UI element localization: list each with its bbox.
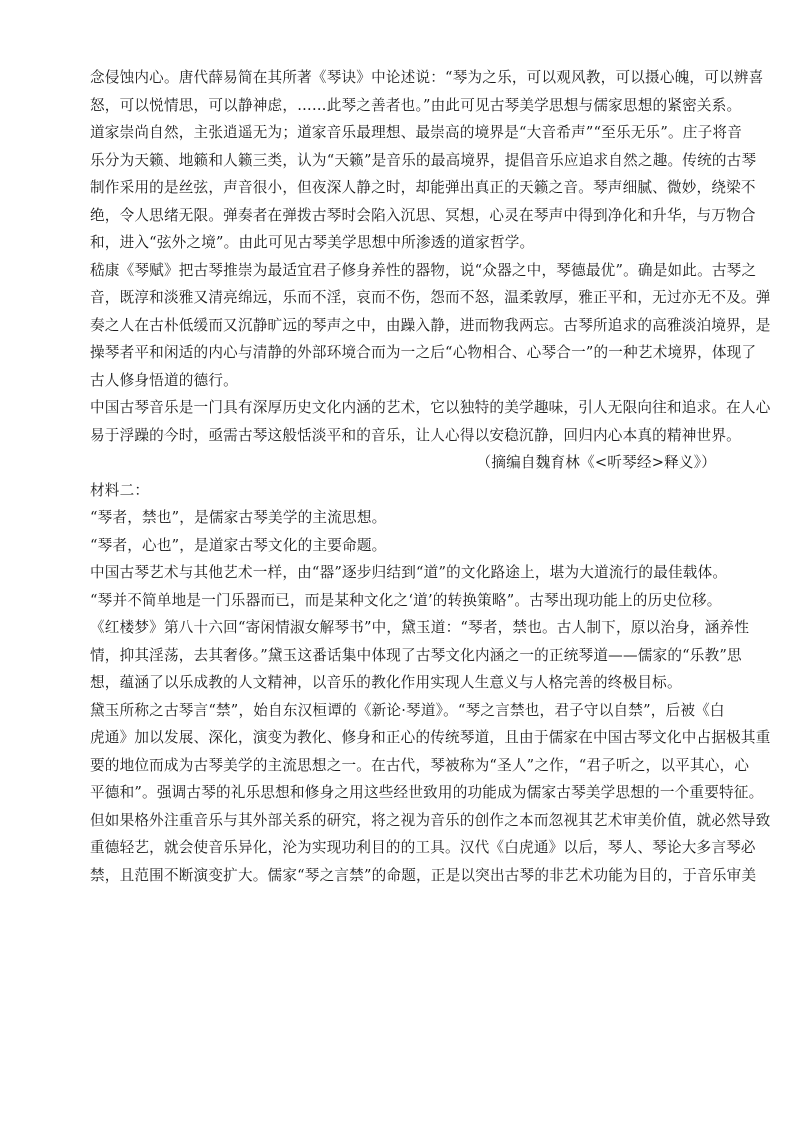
text-line: 重德轻艺，就会使音乐异化，沦为实现功利目的的工具。汉代《白虎通》以后，琴人、琴论大多言琴必 (90, 839, 756, 856)
text-line: 想，蕴涵了以乐成教的人文精神，以音乐的教化作用实现人生意义与人格完善的终极目标。 (90, 674, 682, 691)
text-line: 操琴者平和闲适的内心与清静的外部环境合而为一之后“心物相合、心琴合一”的一种艺术境界，体现了 (90, 344, 757, 361)
text-line: 易于浮躁的今时，亟需古琴这般恬淡平和的音乐，让人心得以安稳沉静，回归内心本真的精神世界。 (90, 426, 741, 444)
text-line: 音，既淳和淡雅又清亮绵远，乐而不淫，哀而不伤，怨而不怒，温柔敦厚，雅正平和，无过亦无不及。弹 (90, 289, 771, 306)
text-line: 要的地位而成为古琴美学的主流思想之一。在古代，琴被称为“圣人”之作，“君子听之，以平其心，心 (90, 756, 750, 774)
text-line: 平德和”。强调古琴的礼乐思想和修身之用这些经世致用的功能成为儒家古琴美学思想的一个重要特征。 (90, 784, 764, 801)
document-body (90, 64, 771, 889)
text-line: 禁，且范围不断演变扩大。儒家“琴之言禁”的命题，正是以突出古琴的非艺术功能为目的，于音乐审美 (90, 866, 757, 884)
text-line: 中国古琴艺术与其他艺术一样，由“器”逐步归结到“道”的文化路途上，堪为大道流行的最佳载体。 (90, 564, 728, 581)
text-line: “琴者，心也”，是道家古琴文化的主要命题。 (90, 536, 387, 554)
text-line: 黛玉所称之古琴言“禁”，始自东汉桓谭的《新论·琴道》。“琴之言禁也，君子守以自禁”，后被《白 (90, 701, 725, 719)
text-line: 但如果格外注重音乐与其外部关系的研究，将之视为音乐的创作之本而忽视其艺术审美价值，就必然导致 (90, 811, 771, 829)
text-line: “琴者，禁也”，是儒家古琴美学的主流思想。 (90, 509, 387, 526)
text-line: 材料二： (90, 481, 150, 499)
text-line: 情，抑其淫荡，去其奢侈。”黛玉这番话集中体现了古琴文化内涵之一的正统琴道——儒家的“乐教”思 (90, 646, 742, 664)
text-line: “琴并不简单地是一门乐器而已，而是某种文化之‘道’的转换策略”。古琴出现功能上的历史位移。 (90, 591, 722, 609)
text-line: 制作采用的是丝弦，声音很小，但夜深人静之时，却能弹出真正的天籁之音。琴声细腻、微妙，绕梁不 (90, 179, 756, 196)
source-citation: （摘编自魏育林《<听琴经>释义》） (476, 454, 716, 471)
text-line: 嵇康《琴赋》把古琴推崇为最适宜君子修身养性的器物，说“众器之中，琴德最优”。确是如此。古琴之 (90, 261, 757, 279)
text-line: 中国古琴音乐是一门具有深厚历史文化内涵的艺术，它以独特的美学趣味，引人无限向往和追求。在人心 (90, 399, 771, 416)
text-line: 怒，可以悦情思，可以静神虑，……此琴之善者也。”由此可见古琴美学思想与儒家思想的紧密关系。 (90, 96, 742, 114)
text-line: 道家崇尚自然，主张逍遥无为；道家音乐最理想、最崇高的境界是“大音希声”“至乐无乐”。庄子将音 (90, 124, 742, 141)
text-line: 念侵蚀内心。唐代薛易简在其所著《琴诀》中论述说：“琴为之乐，可以观风教，可以摄心魄，可以辨喜 (90, 69, 764, 86)
text-line: 奏之人在古朴低缓而又沉静旷远的琴声之中，由躁入静，进而物我两忘。古琴所追求的高雅淡泊境界，是 (90, 316, 771, 334)
text-line: 乐分为天籁、地籁和人籁三类，认为“天籁”是音乐的最高境界，提倡音乐应追求自然之趣。传统的古琴 (90, 151, 757, 169)
text-line: 古人修身悟道的德行。 (90, 371, 238, 389)
text-line: 《红楼梦》第八十六回“寄闲情淑女解琴书”中，黛玉道：“琴者，禁也。古人制下，原以治身，涵养性 (90, 619, 750, 636)
text-line: 绝，令人思绪无限。弹奏者在弹拨古琴时会陷入沉思、冥想，心灵在琴声中得到净化和升华，与万物合 (90, 206, 756, 224)
text-line: 和，进入“弦外之境”。由此可见古琴美学思想中所渗透的道家哲学。 (90, 234, 535, 251)
text-line: 虎通》加以发展、深化，演变为教化、修身和正心的传统琴道，且由于儒家在中国古琴文化中占据极其重 (90, 729, 771, 746)
